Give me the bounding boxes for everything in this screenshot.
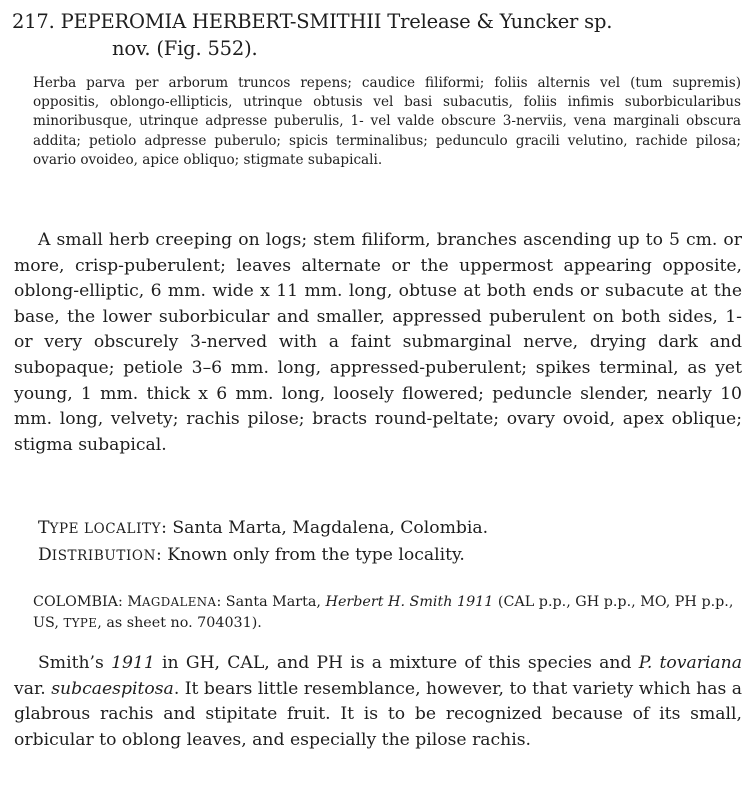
english-description: [14, 228, 742, 458]
discussion-text-2: in GH, CAL, and PH is a mixture of this species and: [154, 653, 639, 673]
specimen-country: COLOMBIA: [33, 594, 118, 610]
distribution-label-cap: D: [38, 545, 52, 565]
specimen-dept-rest: AGDALENA: [142, 595, 217, 609]
specimen-citation: [33, 592, 743, 633]
discussion-text-4: . It bears little resemblance, however, to that variety which has a glabrous rachis and stipitate fruit. It is to be recognized because of its small, orbicular to oblong leaves, and especially the pilose rachis.: [14, 678, 742, 750]
species-heading: [12, 8, 742, 62]
distribution-value: : Known only from the type locality.: [155, 545, 465, 565]
discussion-collection-number: 1911: [111, 653, 155, 673]
distribution-label-rest: ISTRIBUTION: [51, 548, 156, 564]
latin-description: Herba parva per arborum truncos repens; caudice filiformi; foliis alternis vel (tum supremis) oppositis, oblongo-ellipticis, utrinque obtusis vel basi subacutis, foliis infimis suborbicularibus minoribusque, utrinque adpresse puberulis, 1- vel valde obscure 3-nerviis, vena marginali obscura addita; petiolo adpresse puberulo; spicis terminalibus; pedunculo gracili velutino, rachide pilosa; ovario ovoideo, apice obliquo; stigmate subapicali.: [33, 75, 741, 168]
discussion-species-name: P. tovariana: [638, 653, 742, 673]
discussion-variety-name: subcaespitosa: [51, 678, 174, 699]
specimen-sheet: , as sheet no. 704031).: [97, 614, 262, 631]
specimen-herbaria: (CAL p.p., GH p.p., MO, PH p.p., US,: [33, 594, 734, 631]
discussion-text-3: var.: [14, 678, 52, 699]
heading-line-2: nov. (Fig. 552).: [112, 37, 258, 60]
heading-line-1: 217. PEPEROMIA HERBERT-SMITHII Trelease & Yuncker sp.: [12, 10, 613, 33]
type-locality: [38, 515, 488, 542]
specimen-type-word: TYPE: [63, 615, 98, 630]
specimen-locality: : Santa Marta,: [216, 594, 326, 610]
type-locality-value: : Santa Marta, Magdalena, Colombia.: [161, 518, 489, 538]
discussion: [14, 651, 742, 753]
english-description-text: A small herb creeping on logs; stem filiform, branches ascending up to 5 cm. or more, crisp-puberulent; leaves alternate or the uppermost appearing opposite, oblong-elliptic, 6 mm. wide x 11 mm. long, obtuse at both ends or subacute at the base, the lower suborbicular and smaller, appressed puberulent on both sides, 1- or very obscurely 3-nerved with a faint submarginal nerve, drying dark and subopaque; petiole 3–6 mm. long, appressed-puberulent; spikes terminal, as yet young, 1 mm. thick x 6 mm. long, loosely flowered; peduncle slender, nearly 10 mm. long, velvety; rachis pilose; bracts round-peltate; ovary ovoid, apex oblique; stigma subapical.: [14, 230, 742, 455]
specimen-sep: :: [118, 594, 128, 610]
type-locality-label-cap: T: [38, 518, 50, 538]
distribution: [38, 542, 488, 569]
specimen-collector: Herbert H. Smith 1911: [325, 594, 494, 610]
type-locality-label-rest: YPE LOCALITY: [49, 521, 162, 537]
discussion-text-1: Smith’s: [38, 653, 112, 673]
specimen-dept-cap: M: [127, 594, 143, 610]
discussion-paragraph: [14, 651, 742, 753]
type-locality-block: [38, 515, 488, 569]
